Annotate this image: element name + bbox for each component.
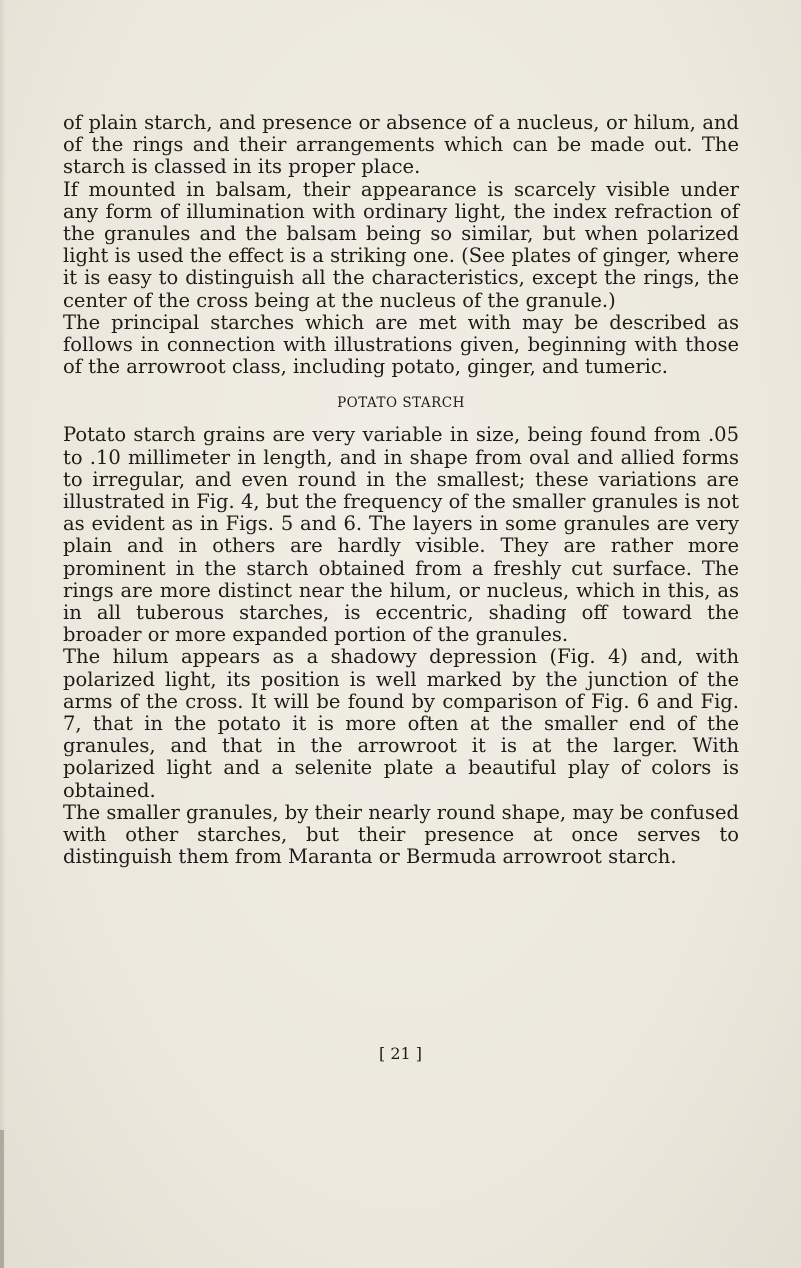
paragraph-1: of plain starch, and presence or absence of a nucleus, or hilum, and of the rings and their arrangements which can be made out. The starch is classed in its proper place. [63, 111, 739, 179]
binding-mark [0, 1130, 4, 1268]
body-text [63, 112, 739, 869]
paragraph-2: If mounted in balsam, their appearance is scarcely visible under any form of illumination with ordinary light, the index refraction of the granules and the balsam being so similar, but when polarized light is used the effect is a striking one. (See plates of ginger, where it is easy to distinguish all the characteristics, except the rings, the center of the cross being at the nucleus of the granule.) [63, 177, 739, 312]
paragraph-4: Potato starch grains are very variable in size, being found from .05 to .10 millimeter in length, and in shape from oval and allied forms to irregular, and even round in the smallest; these variations are illustrated in Fig. 4, but the frequency of the smaller granules is not as evident as in Figs. 5 and 6. The layers in some granules are very plain and in others are hardly visible. They are rather more prominent in the starch obtained from a freshly cut surface. The rings are more distinct near the hilum, or nucleus, which in this, as in all tuberous starches, is eccentric, shading off toward the broader or more expanded portion of the granules. [63, 423, 739, 647]
page-number: [ 21 ] [378, 1044, 422, 1063]
paragraph-3: The principal starches which are met with may be described as follows in connection with illustrations given, beginning with those of the arrowroot class, including potato, ginger, and tumeric. [63, 310, 739, 379]
paragraph-5: The hilum appears as a shadowy depression (Fig. 4) and, with polarized light, its position is well marked by the junction of the arms of the cross. It will be found by comparison of Fig. 6 and Fig. 7, that in the potato it is more often at the smaller end of the granules, and that in the arrowroot it is at the larger. With polarized light and a selenite plate a beautiful play of colors is obtained. [63, 645, 739, 802]
paragraph-6: The smaller granules, by their nearly round shape, may be confused with other starches, but their presence at once serves to distinguish them from Maranta or Bermuda arrowroot starch. [63, 800, 739, 869]
section-heading: POTATO STARCH [337, 395, 465, 412]
page-edge-shadow [0, 0, 6, 1268]
